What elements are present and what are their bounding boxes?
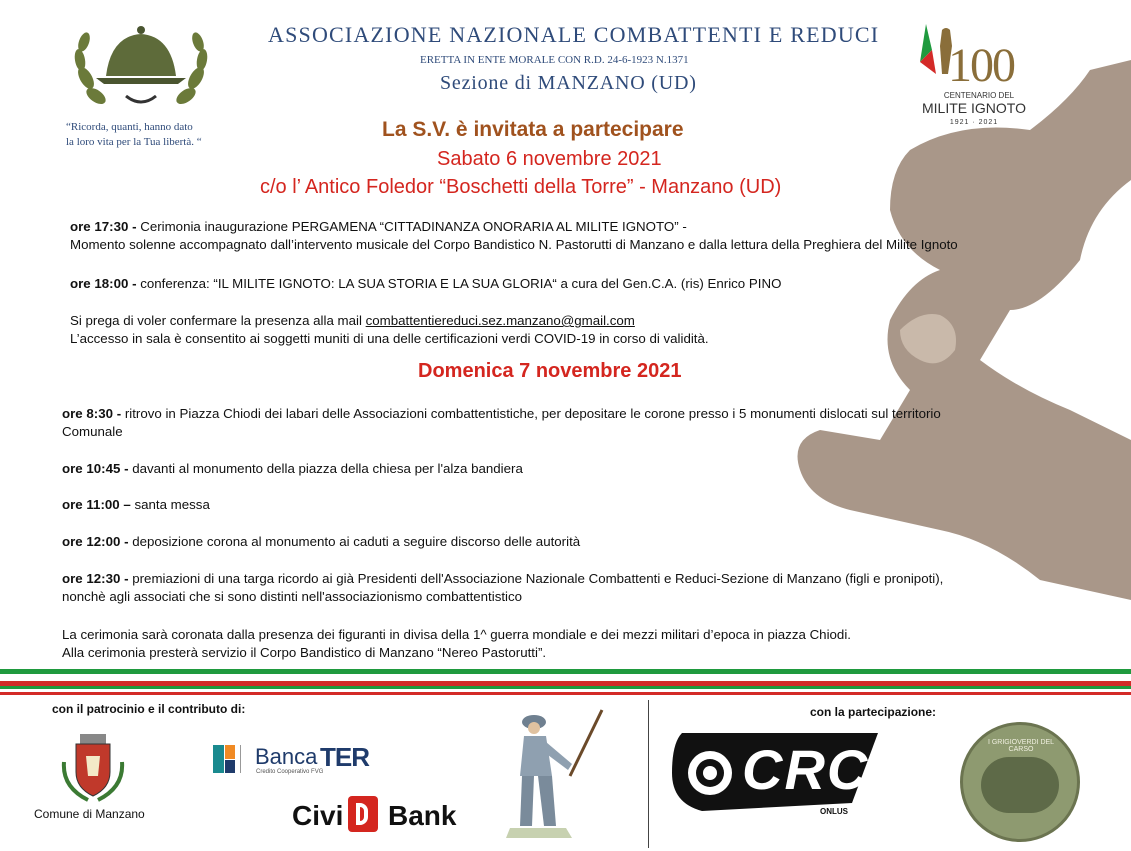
memorial-quote bbox=[66, 120, 246, 150]
comune-label: Comune di Manzano bbox=[34, 807, 145, 821]
section-name: Sezione di MANZANO (UD) bbox=[440, 72, 697, 94]
sunday-event-5 bbox=[62, 570, 1072, 606]
grigioverdi-logo bbox=[960, 722, 1080, 842]
event-time: ore 12:00 - bbox=[62, 534, 129, 549]
event-text: Cerimonia inaugurazione PERGAMENA “CITTADINANZA ONORARIA AL MILITE IGNOTO” - bbox=[136, 219, 687, 234]
association-title: ASSOCIAZIONE NAZIONALE COMBATTENTI E REDUCI bbox=[268, 22, 880, 47]
closing-notes bbox=[62, 626, 1062, 662]
event-text: santa messa bbox=[130, 497, 210, 512]
event-text: conferenza: “IL MILITE IGNOTO: LA SUA STORIA E LA SUA GLORIA“ a cura del Gen.C.A. (ris) Enrico PINO bbox=[136, 276, 782, 291]
rsvp-email-link[interactable]: combattentiereduci.sez.manzano@gmail.com bbox=[365, 313, 635, 328]
helmet-laurel-logo bbox=[66, 18, 216, 118]
event-text: davanti al monumento della piazza della chiesa per l'alza bandiera bbox=[128, 461, 523, 476]
grigioverdi-portrait-icon bbox=[981, 757, 1059, 813]
event-text: deposizione corona al monumento ai caduti a seguire discorso delle autorità bbox=[128, 534, 581, 549]
participation-label: con la partecipazione: bbox=[810, 705, 937, 719]
crcs-logo bbox=[672, 733, 909, 816]
event-text: premiazioni di una targa ricordo ai già Presidenti dell'Associazione Nazionale Combattenti e Reduci-Sezione di Manzano (figli e pronipoti), bbox=[128, 571, 944, 586]
bancater-divider bbox=[240, 745, 246, 773]
soldier-illustration-image bbox=[500, 706, 608, 844]
event-text: ritrovo in Piazza Chiodi dei labari delle Associazioni combattentistiche, per depositare le corone presso i 5 monumenti dislocati sul territorio bbox=[121, 406, 941, 421]
badge-line1: CENTENARIO DEL bbox=[943, 91, 1015, 100]
rsvp-notice bbox=[70, 312, 1060, 348]
sunday-event-2 bbox=[62, 460, 1062, 478]
quote-line-2: la loro vita per la Tua libertà. “ bbox=[66, 136, 202, 148]
tricolor-divider-white bbox=[0, 674, 1131, 681]
saturday-date: Sabato 6 novembre 2021 bbox=[437, 148, 662, 170]
closing-line-1: La cerimonia sarà coronata dalla presenza dei figuranti in divisa della 1^ guerra mondiale e dei mezzi militari d’epoca in piazza Chiodi. bbox=[62, 627, 851, 642]
sunday-event-1 bbox=[62, 405, 1062, 441]
event-text-cont: Comunale bbox=[62, 424, 123, 439]
saturday-event-2 bbox=[70, 275, 1060, 293]
civibank-civi: Civi bbox=[292, 800, 344, 831]
badge-line2: MILITE IGNOTO bbox=[922, 100, 1026, 116]
footer-vertical-divider bbox=[648, 700, 649, 848]
grigioverdi-top-text: I GRIGIOVERDI DEL CARSO bbox=[987, 739, 1055, 753]
comune-coat-of-arms-icon bbox=[58, 732, 128, 804]
event-text-cont: Momento solenne accompagnato dall’intervento musicale del Corpo Bandistico N. Pastorutti di Manzano e dalla lettura della Preghiera del Milite Ignoto bbox=[70, 237, 958, 252]
invitation-headline: La S.V. è invitata a partecipare bbox=[382, 118, 684, 141]
covid-access-text: L’accesso in sala è consentito ai soggetti muniti di una delle certificazioni verdi COVID-19 in corso di validità. bbox=[70, 331, 709, 346]
badge-number: 100 bbox=[948, 39, 1014, 92]
sunday-event-4 bbox=[62, 533, 1062, 551]
event-time: ore 11:00 – bbox=[62, 497, 131, 512]
sunday-event-3 bbox=[62, 496, 1062, 514]
association-subtitle: ERETTA IN ENTE MORALE CON R.D. 24-6-1923 N.1371 bbox=[420, 54, 689, 66]
patronage-label: con il patrocinio e il contributo di: bbox=[52, 702, 246, 716]
tricolor-divider-red-2 bbox=[0, 692, 1131, 695]
civibank-b-icon bbox=[348, 796, 378, 832]
bancater-logo-icon bbox=[213, 745, 235, 773]
civibank-bank: Bank bbox=[388, 800, 457, 831]
crcs-sub: ONLUS bbox=[820, 807, 848, 816]
bancater-small: Credito Cooperativo FVG bbox=[256, 769, 324, 775]
rsvp-text: Si prega di voler confermare la presenza alla mail bbox=[70, 313, 366, 328]
event-location: c/o l’ Antico Foledor “Boschetti della Torre” - Manzano (UD) bbox=[260, 176, 782, 198]
event-time: ore 18:00 - bbox=[70, 276, 137, 291]
crcs-text: CRCS bbox=[742, 738, 909, 801]
event-time: ore 17:30 - bbox=[70, 219, 137, 234]
event-time: ore 8:30 - bbox=[62, 406, 122, 421]
event-time: ore 12:30 - bbox=[62, 571, 129, 586]
event-text-cont: nonchè agli associati che si sono distinti nell'associazionismo combattentistico bbox=[62, 589, 523, 604]
closing-line-2: Alla cerimonia presterà servizio il Corpo Bandistico di Manzano “Nereo Pastorutti”. bbox=[62, 645, 547, 660]
sunday-date: Domenica 7 novembre 2021 bbox=[418, 360, 682, 382]
bancater-banca: Banca bbox=[255, 744, 318, 769]
saturday-event-1 bbox=[70, 218, 1060, 254]
quote-line-1: “Ricorda, quanti, hanno dato bbox=[66, 121, 193, 133]
tricolor-divider-green-2 bbox=[0, 686, 1131, 689]
bancater-ter: TER bbox=[320, 742, 369, 772]
badge-years: 1921 · 2021 bbox=[949, 119, 999, 126]
event-time: ore 10:45 - bbox=[62, 461, 129, 476]
